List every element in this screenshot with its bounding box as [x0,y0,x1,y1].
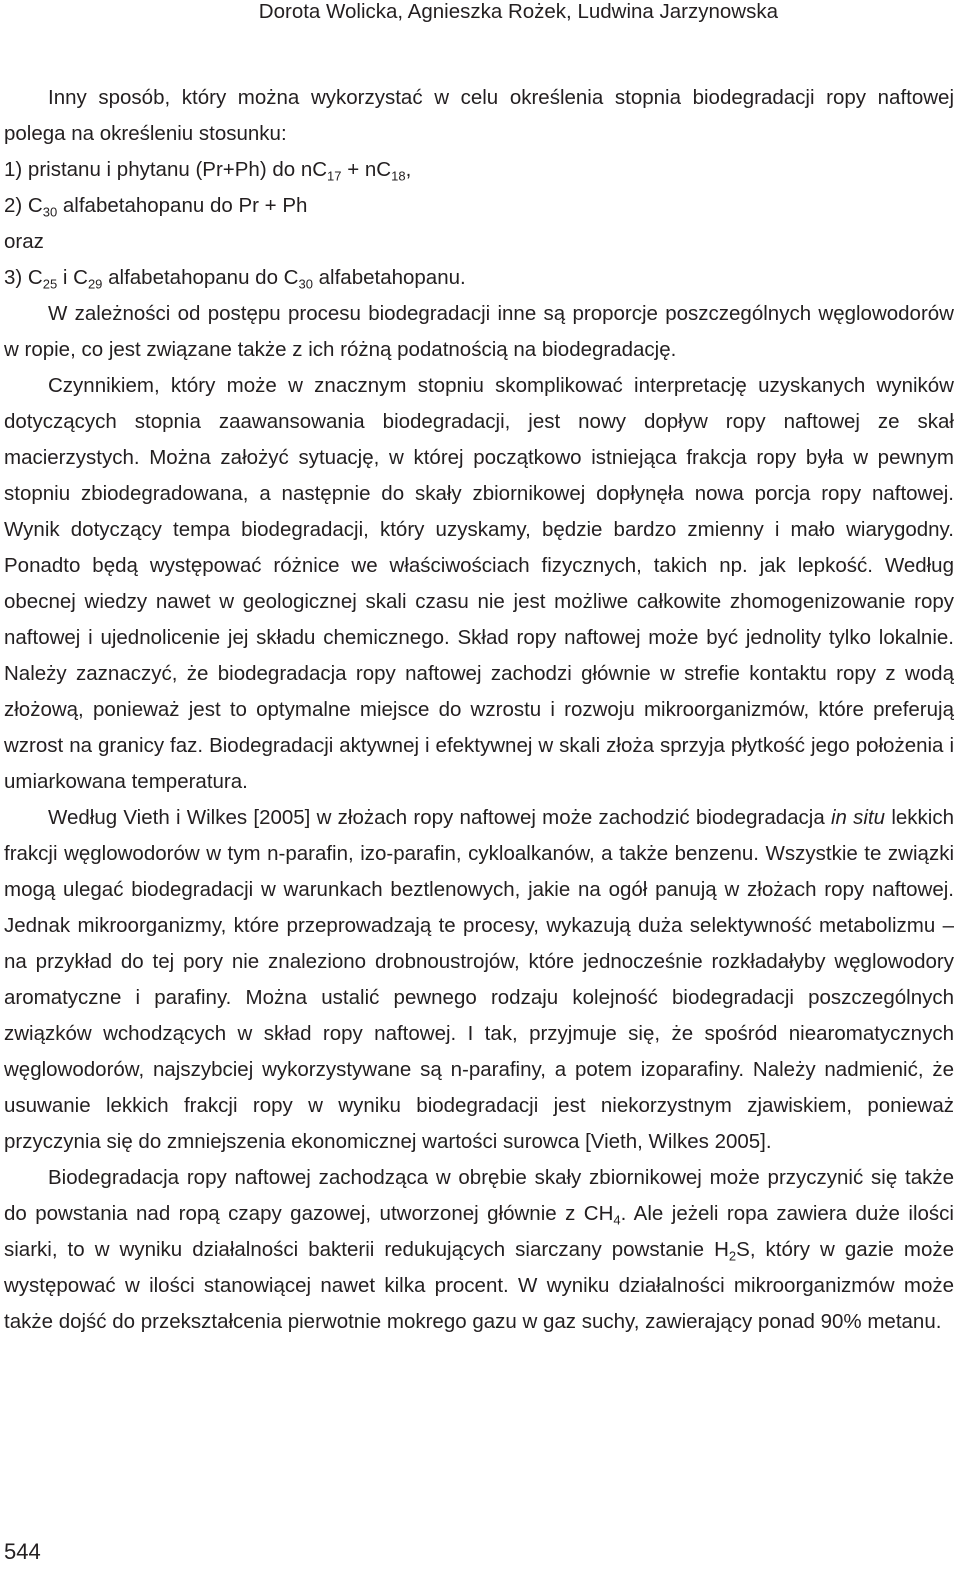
intro-paragraph: Inny sposób, który można wykorzystać w celu określenia stopnia biodegradacji ropy naftowej polega na określeniu stosunku: [4,86,954,145]
paragraph-2: Czynnikiem, który może w znacznym stopniu skomplikować interpretację uzyskanych wyników dotyczących stopnia zaawansowania biodegradacji, jest nowy dopływ ropy naftowej ze skał macierzystych. Można założyć sytuację, w której początkowo istniejąca frakcja ropy była w pewnym stopniu zbiodegradowana, a następnie do skały zbiornikowej dopłynęła nowa porcja ropy naftowej. Wynik dotyczący tempa biodegradacji, który uzyskamy, będzie bardzo zmienny i mało wiarygodny. Ponadto będą występować różnice we właściwościach fizycznych, takich np. jak lepkość. Według obecnej wiedzy nawet w geologicznej skali czasu nie jest możliwe całkowite zhomogenizowanie ropy naftowej i ujednolicenie jej składu chemicznego. Skład ropy naftowej może być jednolity tylko lokalnie. Należy zaznaczyć, że biodegradacja ropy naftowej zachodzi głównie w strefie kontaktu ropy z wodą złożową, ponieważ jest to optymalne miejsce do wzrostu i rozwoju mikroorganizmów, które preferują wzrost na granicy faz. Biodegradacji aktywnej i efektywnej w skali złoża sprzyja płytkość jego położenia i umiarkowana temperatura. [4,374,954,793]
list-item-1: 1) pristanu i phytanu (Pr+Ph) do $nC_{17} + nC_{18}$, [4,158,412,184]
paragraph-1: W zależności od postępu procesu biodegradacji inne są proporcje poszczególnych węglowodorów w ropie, co jest związane także z ich różną podatnością na biodegradację. [4,302,954,361]
list-item-2: 2) $C_{30}$ alfabetahopanu do Pr + Ph [4,194,308,220]
page-number: 544 [4,1539,41,1564]
italic-term: in situ [830,806,886,829]
paragraph-4: Biodegradacja ropy naftowej zachodząca w obrębie skały zbiornikowej może przyczynić się także do powstania nad ropą czapy gazowej, utworzonej głównie z $CH_4$. Ale jeżeli ropa zawiera duże ilości siarki, to w wyniku działalności bakterii redukujących siarczany powstanie $H_2S$, który w gazie może występować w ilości stanowiącej nawet kilka procent. W wyniku działalności mikroorganizmów może także dojść do przekształcenia pierwotnie mokrego gazu w gaz suchy, zawierający ponad 90% metanu. [4,1166,954,1333]
paragraph-3: Według Vieth i Wilkes [2005] w złożach ropy naftowej może zachodzić biodegradacja in situ lekkich frakcji węglowodorów w tym n-parafin, izo-parafin, cykloalkanów, a także benzenu. Wszystkie te związki mogą ulegać biodegradacji w warunkach beztlenowych, jakie na ogół panują w złożach ropy naftowej. Jednak mikroorganizmy, które przeprowadzają te procesy, wykazują duża selektywność metabolizmu – na przykład do tej pory nie znaleziono drobnoustrojów, które jednocześnie rozkładałyby węglowodory aromatyczne i parafiny. Można ustalić pewnego rodzaju kolejność biodegradacji poszczególnych związków wchodzących w skład ropy naftowej. I tak, przyjmuje się, że spośród niearomatycznych węglowodorów, najszybciej wykorzystywane są n-parafiny, a potem izoparafiny. Należy nadmienić, że usuwanie lekkich frakcji ropy w wyniku biodegradacji jest niekorzystnym zjawiskiem, ponieważ przyczynia się do zmniejszenia ekonomicznej wartości surowca [Vieth, Wilkes 2005]. [4,806,954,1153]
list-conjunction: oraz [4,230,44,253]
list-item-3: 3) $C_{25}$ i $C_{29}$ alfabetahopanu do $C_{30}$ alfabetahopanu. [4,266,466,292]
running-header: Dorota Wolicka, Agnieszka Rożek, Ludwina Jarzynowska [258,0,778,23]
page-body [4,80,954,1340]
